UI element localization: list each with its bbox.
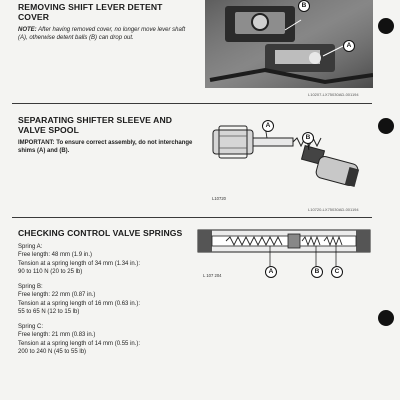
spring-b-tension: Tension at a spring length of 16 mm (0.63 in.): (18, 300, 141, 307)
divider-1 (12, 103, 372, 104)
divider-2 (12, 217, 372, 218)
spring-c-free-length: Free length: 21 mm (0.83 in.) (18, 332, 96, 339)
callout-c-section3: C (331, 266, 343, 278)
note-text: After having removed cover, no longer move lever shaft (A), otherwise detent balls (B) can drop out. (18, 27, 186, 41)
callout-b-section2: B (302, 132, 314, 144)
section2-important (18, 139, 193, 155)
callout-b-section1: B (298, 0, 310, 12)
important-label: IMPORTANT: (18, 140, 55, 146)
section1-title (18, 2, 163, 22)
section2-figure-caption: L10720-LX75030AD-001194 (308, 207, 359, 212)
binder-hole-1 (378, 18, 394, 34)
callout-b-section3: B (311, 266, 323, 278)
spring-c-tension: Tension at a spring length of 14 mm (0.55 in.): (18, 340, 141, 347)
spring-a-spec (18, 243, 140, 277)
callout-a-section3: A (265, 266, 277, 278)
spring-b-free-length: Free length: 22 mm (0.87 in.) (18, 292, 96, 299)
note-label: NOTE: (18, 27, 37, 33)
binder-hole-2 (378, 118, 394, 134)
spring-c-spec (18, 323, 140, 357)
spring-a-free-length: Free length: 48 mm (1.9 in.) (18, 252, 93, 259)
section2-title-line1: SEPARATING SHIFTER SLEEVE AND (18, 115, 173, 125)
important-text: To ensure correct assembly, do not interchange shims (A) and (B). (18, 140, 193, 154)
spring-a-tension: Tension at a spring length of 34 mm (1.34 in.): (18, 260, 141, 267)
section3-title: CHECKING CONTROL VALVE SPRINGS (18, 228, 183, 238)
section2-figure-id: L10720 (212, 196, 226, 201)
section3-figure-id: L 107 204 (203, 273, 222, 278)
callout-a-section2: A (262, 120, 274, 132)
control-valve-springs-drawing (196, 226, 372, 276)
section2-title-line2: VALVE SPOOL (18, 125, 79, 135)
section1-figure-caption: L10207-LX75030AD-001194 (308, 92, 359, 97)
section1-title-line2: COVER (18, 12, 50, 22)
spring-a-name: Spring A: (18, 244, 43, 250)
section1-note (18, 26, 193, 42)
binder-hole-3 (378, 310, 394, 326)
spring-b-spec (18, 283, 140, 317)
spring-c-range: 200 to 240 N (45 to 55 lb) (18, 349, 87, 356)
section2-title (18, 115, 172, 135)
spring-b-name: Spring B: (18, 284, 43, 290)
shifter-sleeve-drawing (205, 110, 370, 200)
spring-c-name: Spring C: (18, 324, 44, 330)
spring-b-range: 55 to 65 N (12 to 15 lb) (18, 309, 80, 316)
spring-a-range: 90 to 110 N (20 to 25 lb) (18, 269, 83, 276)
callout-a-section1: A (343, 40, 355, 52)
section1-title-line1: REMOVING SHIFT LEVER DETENT (18, 2, 163, 12)
